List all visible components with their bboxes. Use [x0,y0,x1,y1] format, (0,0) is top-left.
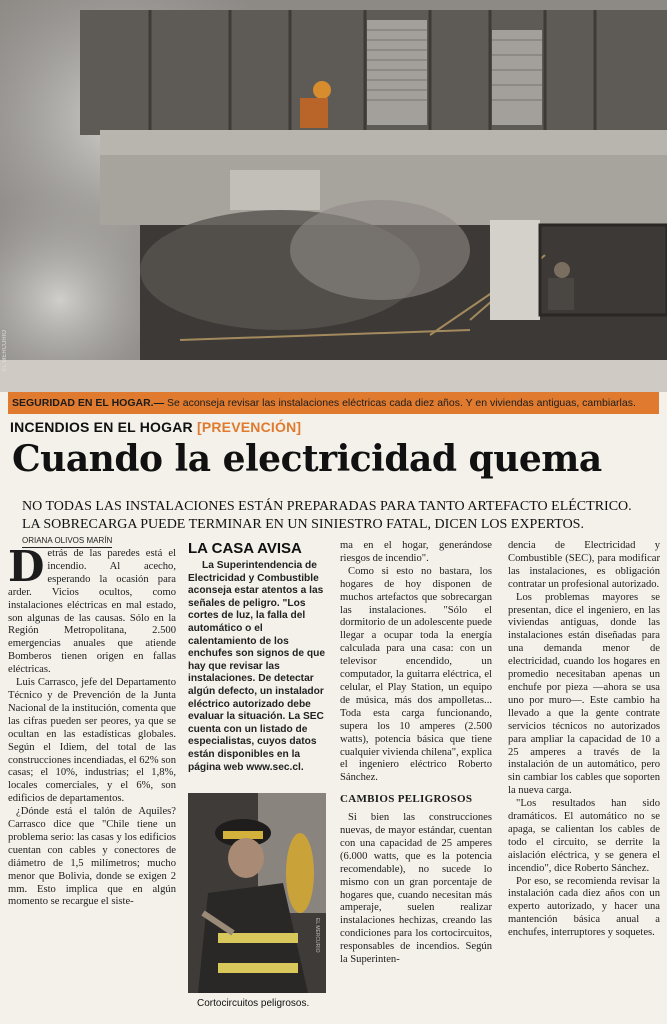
body-paragraph: "Los resultados han sido dramáticos. El automático no se apaga, se calientan los cables de todo el circuito, se derrite la aislación eléctrica, y se genera el incendio", dice Roberto Sánchez. [508,798,660,874]
section-title: INCENDIOS EN EL HOGAR [10,419,193,435]
caption-label: SEGURIDAD EN EL HOGAR.— [12,397,165,409]
body-paragraph: ma en el hogar, generándose riesgos de incendio". [340,540,492,564]
body-paragraph: Si bien las construcciones nuevas, de mayor estándar, cuentan con una capacidad de 25 amperes (6.000 watts, que es la potencia recomendable), no sucede lo mismo con un gran porcentaje de hogares que, cuando necesitan más amperaje, suelen realizar instalaciones hechizas, creando las condiciones para los cortocircuitos, responsables de incendios. Según la Superinten- [340,812,492,966]
headline: Cuando la electricidad quema [12,438,602,480]
body-paragraph: Luis Carrasco, jefe del Departamento Técnico y de Prevención de la Junta Nacional de la institución, comenta que las cifras pueden ser peores, ya que se ocultan en las estadísticas globales. Según el Idiem, del total de las construcciones incendiadas, el 62% son casas; el 10%, industrias; el 1,8%, locales comerciales, y el 6%, son edificios de departamentos. [8,677,176,805]
sidebar-text: La Superintendencia de Electricidad y Combustible aconseja estar atentos a las señales de peligro. "Los cortes de luz, la falla del automático o el calentamiento de los enchufes son signos de que hay que revisar las instalaciones. De detectar algún defecto, un instalador eléctrico autorizado debe evaluar la situación. La SEC cuenta con un listado de especialistas, cuyos datos están disponibles en la página web www.sec.cl. [188,560,325,773]
small-photo-caption: Cortocircuitos peligrosos. [197,998,310,1009]
body-paragraph: Por eso, se recomienda revisar la instalación cada diez años con un experto autorizado, y hacer una mantención básica anual a enchufes, interruptores y soquetes. [508,875,660,939]
photo-caption-bar [8,392,659,414]
fire-building-photo [0,0,667,392]
bracket-open: [ [196,419,202,435]
small-photo-credit: EL MERCURIO [314,918,320,953]
paragraph-text: etrás de las paredes está el incendio. Al acecho, esperando la ocasión para arder. Vicios ocultos, como instalaciones eléctricas en mal estado, son algunas de las causas. Sólo en la Región Metropolitana, 2.500 emergencias anuales que atiende Bomberos tienen origen en fallas eléctricas. [8,548,176,676]
sidebar-box [188,540,326,774]
body-column-3 [340,540,492,967]
firefighter-illustration [188,793,326,993]
body-paragraph: dencia de Electricidad y Combustible (SEC), para modificar las instalaciones, es obligación contratar un profesional autorizado. [508,540,660,590]
byline: ORIANA OLIVOS MARÍN [22,536,112,548]
body-column-4 [508,540,660,940]
section-label [10,419,301,435]
firefighter-photo [188,793,326,993]
subhead: CAMBIOS PELIGROSOS [340,793,473,806]
body-paragraph: Los problemas mayores se presentan, dice el ingeniero, en las viviendas antiguas, donde las instalaciones están diseñadas para una demanda menor de electricidad, cuando los hogares en promedio necesitaban apenas un enchufe por pieza —ahora se usa uno por muro—. Este cambio ha llevado a que la gente contrate servicios técnicos no autorizados para ampliar la capacidad de 10 a 25 amperes a través de la instalación de un automático, pero sin cambiar los cables que soporten la nueva carga. [508,591,660,797]
deck-subtitle: NO TODAS LAS INSTALACIONES ESTÁN PREPARADAS PARA TANTO ARTEFACTO ELÉCTRICO. LA SOBRECARGA PUEDE TERMINAR EN UN SINIESTRO FATAL, DICEN LOS EXPERTOS. [22,499,632,532]
body-column-1 [8,542,176,909]
body-paragraph: Como si esto no bastara, los hogares de hoy disponen de muchos artefactos que sobrecargan las instalaciones. "Sólo el dormitorio de un adolescente puede llegar a ocupar toda la energía calculada para una casa: con un televisor encendido, un computador, la guitarra eléctrica, el celular, el Play Station, un equipo de música, más dos ampolletas... Toda esta carga funcionando, supera los 10 amperes (2.500 watts), potencia básica que tiene cualquier vivienda chilena", explica el ingeniero eléctrico Roberto Sánchez. [340,565,492,784]
caption-text: Se aconseja revisar las instalaciones eléctricas cada diez años. Y en viviendas antiguas, cambiarlas. [164,397,636,409]
bracket-close: ] [296,419,302,435]
sidebar-title: LA CASA AVISA [188,540,302,557]
body-paragraph [8,542,176,677]
body-paragraph: ¿Dónde está el talón de Aquiles? Carrasco dice que "Chile tiene un problema serio: las casas y los edificios cuentan con cables y conectores de diámetro de 1,5 milímetros; mucho menor que Bolivia, donde se exigen 2 mm. Esto implica que en algún momento se recargue el siste- [8,806,176,908]
section-tag: PREVENCIÓN [201,419,297,435]
photo-credit: EL MERCURIO [2,330,8,372]
dropcap: D [8,542,45,591]
fire-building-illustration [0,0,667,392]
